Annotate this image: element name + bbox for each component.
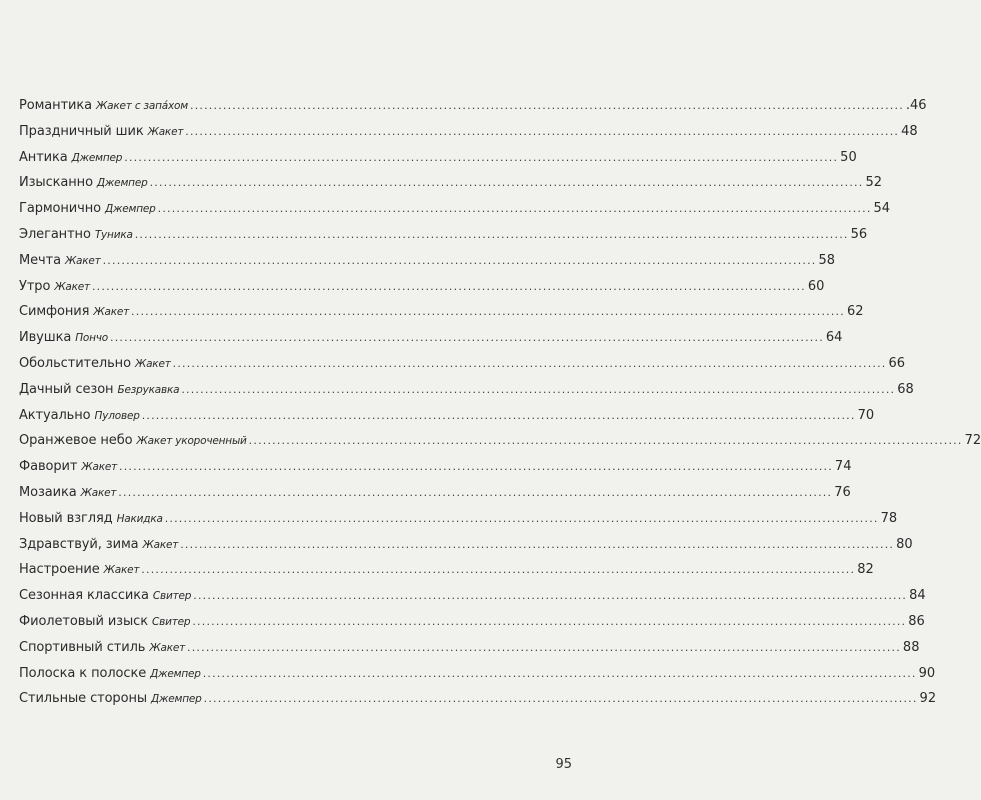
dot-leader	[190, 99, 904, 112]
toc-entry-subtitle: Джемпер	[71, 151, 123, 164]
toc-entry-page: 84	[909, 588, 926, 604]
toc-entry-page: .46	[905, 98, 927, 113]
toc-entry	[19, 201, 891, 227]
toc-entry-subtitle: Накидка	[116, 512, 163, 525]
toc-entry-subtitle: Джемпер	[96, 177, 148, 190]
toc-entry-title: Дачный сезон	[19, 381, 114, 397]
dot-leader	[124, 151, 838, 164]
toc-entry-subtitle: Свитер	[152, 590, 192, 603]
dot-leader	[204, 692, 918, 705]
dot-leader	[192, 615, 906, 628]
toc-entry-title: Ивушка	[19, 330, 72, 346]
toc-entry-page: 54	[873, 201, 891, 217]
toc-entry-subtitle: Жакет	[81, 461, 118, 474]
toc-entry-title: Спортивный стиль	[19, 639, 146, 655]
dot-leader	[203, 667, 917, 680]
toc-entry-page: 90	[918, 665, 936, 681]
toc-entry	[19, 123, 918, 150]
toc-entry-page: 48	[901, 123, 918, 139]
toc-entry-title: Романтика	[19, 98, 93, 113]
toc-entry-subtitle: Джемпер	[150, 667, 201, 680]
toc-entry-page: 88	[902, 639, 920, 655]
toc-entry-page: 52	[865, 175, 882, 191]
toc-entry-title: Гармонично	[19, 201, 101, 217]
dot-leader	[142, 409, 856, 422]
toc-entry	[19, 639, 920, 666]
toc-entry-title: Мечта	[19, 252, 61, 268]
toc-entry-subtitle: Жакет	[54, 280, 90, 293]
toc-entry	[19, 562, 874, 588]
toc-entry-page: 86	[908, 613, 925, 629]
toc-entry-title: Новый взгляд	[19, 510, 113, 526]
toc-entry-page: 68	[897, 381, 914, 397]
toc-entry-title: Обольстительно	[19, 355, 131, 371]
toc-entry	[19, 665, 936, 692]
toc-entry-page: 58	[818, 252, 836, 268]
dot-leader	[165, 512, 879, 525]
toc-entry-subtitle: Свитер	[151, 615, 191, 628]
dot-leader	[187, 641, 901, 654]
dot-leader	[92, 280, 806, 293]
toc-entry	[19, 175, 882, 201]
toc-entry	[19, 588, 926, 614]
toc-entry-page: 82	[857, 562, 874, 578]
toc-entry-title: Изысканно	[19, 175, 93, 191]
toc-entry	[19, 433, 981, 459]
table-of-contents	[19, 98, 981, 717]
toc-entry-subtitle: Жакет	[142, 538, 179, 551]
toc-entry-title: Праздничный шик	[19, 123, 144, 139]
toc-entry-title: Стильные стороны	[19, 691, 148, 707]
toc-entry	[19, 278, 825, 305]
toc-entry-page: 66	[888, 355, 906, 371]
dot-leader	[193, 589, 907, 602]
toc-entry-page: 50	[840, 149, 857, 165]
toc-entry	[19, 407, 875, 434]
toc-entry-title: Мозаика	[19, 484, 77, 500]
dot-leader	[249, 434, 963, 447]
dot-leader	[110, 331, 824, 344]
toc-entry-subtitle: Туника	[94, 228, 133, 241]
toc-entry-subtitle: Жакет	[147, 125, 184, 138]
dot-leader	[118, 486, 832, 499]
toc-entry-page: 78	[880, 510, 898, 526]
toc-entry-title: Настроение	[19, 562, 100, 578]
dot-leader	[181, 383, 895, 396]
toc-entry-title: Элегантно	[19, 226, 91, 242]
toc-entry-page: 80	[896, 536, 913, 552]
toc-entry-subtitle: Джемпер	[151, 693, 202, 706]
dot-leader	[158, 202, 872, 215]
toc-entry	[19, 149, 857, 176]
dot-leader	[135, 228, 849, 241]
toc-entry-subtitle: Жакет	[103, 564, 140, 577]
toc-entry-page: 76	[834, 484, 851, 500]
dot-leader	[131, 305, 845, 318]
toc-entry-title: Симфония	[19, 304, 90, 320]
toc-entry-title: Здравствуй, зима	[19, 536, 139, 552]
toc-entry-subtitle: Пончо	[75, 332, 109, 345]
toc-entry	[19, 691, 937, 717]
dot-leader	[141, 563, 855, 576]
toc-entry-title: Сезонная классика	[19, 588, 149, 604]
toc-entry-subtitle: Безрукавка	[117, 383, 180, 396]
toc-entry-page: 60	[807, 278, 825, 294]
page-number: 95	[555, 757, 572, 772]
toc-entry-title: Оранжевое небо	[19, 433, 133, 449]
dot-leader	[150, 176, 864, 189]
toc-entry	[19, 98, 927, 124]
toc-entry-subtitle: Жакет с запáхом	[96, 100, 189, 112]
toc-entry	[19, 226, 868, 253]
toc-entry	[19, 484, 851, 511]
toc-entry-subtitle: Жакет укороченный	[136, 435, 247, 448]
toc-entry-subtitle: Жакет	[149, 641, 186, 654]
toc-entry	[19, 355, 906, 382]
toc-entry-page: 64	[825, 330, 843, 346]
toc-entry-page: 70	[857, 407, 875, 423]
toc-entry	[19, 536, 913, 563]
toc-entry-subtitle: Жакет	[134, 357, 171, 370]
toc-entry-page: 72	[964, 433, 981, 449]
toc-entry-subtitle: Пуловер	[94, 409, 140, 422]
toc-entry-title: Актуально	[19, 407, 91, 423]
toc-entry-title: Утро	[19, 278, 51, 294]
dot-leader	[119, 460, 833, 473]
toc-entry-title: Антика	[19, 149, 68, 165]
toc-entry-page: 74	[834, 459, 852, 475]
dot-leader	[103, 254, 817, 267]
toc-entry-title: Фиолетовый изыск	[19, 613, 148, 629]
toc-entry-subtitle: Жакет	[64, 254, 101, 267]
toc-entry	[19, 330, 843, 356]
toc-entry	[19, 613, 925, 640]
toc-entry	[19, 381, 914, 408]
toc-entry-subtitle: Жакет	[80, 486, 117, 499]
toc-entry	[19, 304, 864, 330]
toc-entry-subtitle: Джемпер	[105, 203, 156, 216]
dot-leader	[173, 357, 887, 370]
toc-entry	[19, 459, 852, 485]
toc-entry-title: Полоска к полоске	[19, 665, 147, 681]
toc-entry-page: 92	[919, 691, 937, 707]
toc-entry	[19, 252, 836, 279]
toc-entry-page: 56	[850, 226, 868, 242]
toc-entry-page: 62	[846, 304, 864, 320]
dot-leader	[180, 538, 894, 551]
toc-entry-title: Фаворит	[19, 459, 78, 475]
toc-entry-subtitle: Жакет	[93, 306, 130, 319]
dot-leader	[185, 125, 899, 138]
toc-entry	[19, 510, 898, 537]
